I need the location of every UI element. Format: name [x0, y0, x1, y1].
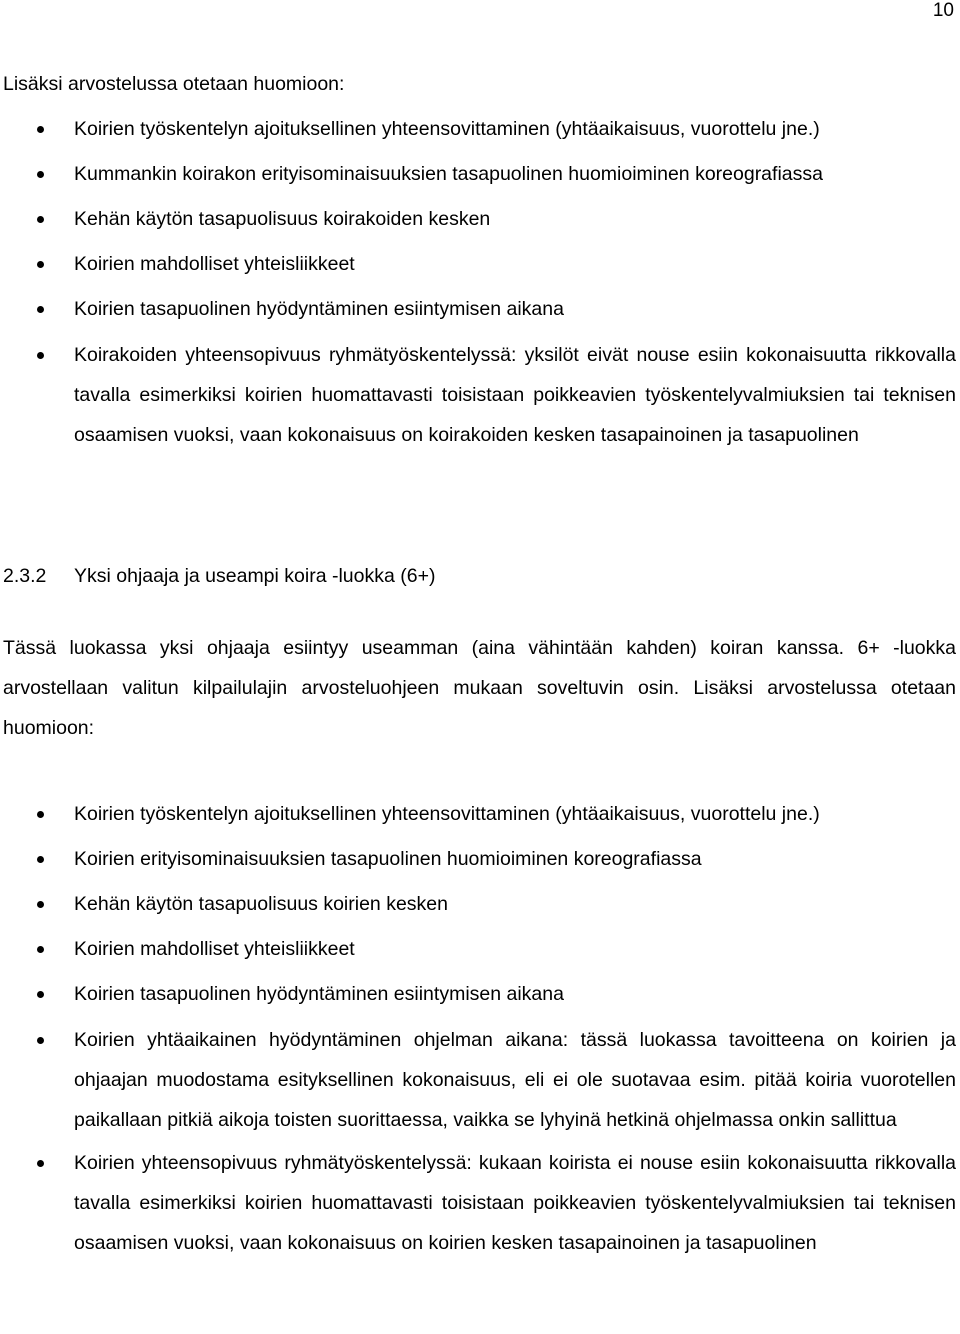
bullet-icon [37, 261, 44, 268]
criteria-list-2 [0, 792, 956, 1263]
criteria-list-1 [0, 107, 956, 455]
bullet-icon [37, 352, 44, 359]
bullet-icon [37, 991, 44, 998]
list-item-text: Kehän käytön tasapuolisuus koirakoiden kesken [74, 208, 491, 230]
list-item-text: Koirien yhtäaikainen hyödyntäminen ohjelman aikana: tässä luokassa tavoitteena on koirien ja ohjaajan muodostama esityksellinen kokonaisuus, eli ei ole suotavaa esim. pitää koiria vuorotellen paikallaan pitkiä aikoja toisten suorittaessa, vaikka se lyhyinä hetkinä ohjelmassa onkin sallittua [74, 1029, 956, 1131]
bullet-icon [37, 126, 44, 133]
list-item [0, 837, 956, 882]
bullet-icon [37, 1160, 44, 1167]
list-item-text: Koirien erityisominaisuuksien tasapuolinen huomioiminen koreografiassa [74, 848, 702, 870]
list-item-text: Koirien työskentelyn ajoituksellinen yhteensovittaminen (yhtäaikaisuus, vuorottelu jne.) [74, 803, 820, 825]
section-paragraph: Tässä luokassa yksi ohjaaja esiintyy useamman (aina vähintään kahden) koiran kanssa. 6+ -luokka arvostellaan valitun kilpailulajin arvosteluohjeen mukaan soveltuvin osin. Lisäksi arvostelussa otetaan huomioon: [3, 637, 956, 739]
bullet-icon [37, 216, 44, 223]
bullet-icon [37, 946, 44, 953]
bullet-icon [37, 811, 44, 818]
page-number: 10 [932, 0, 954, 21]
bullet-icon [37, 1037, 44, 1044]
list-item-text: Koirien tasapuolinen hyödyntäminen esiintymisen aikana [74, 983, 564, 1005]
bullet-icon [37, 171, 44, 178]
list-item [0, 107, 956, 152]
list-item-text: Koirakoiden yhteensopivuus ryhmätyöskentelyssä: yksilöt eivät nouse esiin kokonaisuutta rikkovalla tavalla esimerkiksi koirien huomattavasti toisistaan poikkeavien työskentelyvalmiuksien tai teknisen osaamisen vuoksi, vaan kokonaisuus on koirakoiden kesken tasapainoinen ja tasapuolinen [74, 344, 956, 446]
list-item [0, 335, 956, 455]
list-item-text: Koirien mahdolliset yhteisliikkeet [74, 938, 355, 960]
list-item [0, 287, 956, 332]
list-item [0, 1143, 956, 1263]
section-heading [3, 556, 435, 596]
list-item-text: Koirien mahdolliset yhteisliikkeet [74, 253, 355, 275]
list-item [0, 792, 956, 837]
list-item [0, 927, 956, 972]
list-item [0, 972, 956, 1017]
intro-text: Lisäksi arvostelussa otetaan huomioon: [3, 73, 345, 95]
bullet-icon [37, 856, 44, 863]
bullet-icon [37, 306, 44, 313]
list-item-text: Koirien työskentelyn ajoituksellinen yhteensovittaminen (yhtäaikaisuus, vuorottelu jne.) [74, 118, 820, 140]
list-item [0, 152, 956, 197]
list-item-text: Koirien tasapuolinen hyödyntäminen esiintymisen aikana [74, 298, 564, 320]
bullet-icon [37, 901, 44, 908]
list-item-text: Kehän käytön tasapuolisuus koirien kesken [74, 893, 448, 915]
list-item-text: Koirien yhteensopivuus ryhmätyöskentelyssä: kukaan koirista ei nouse esiin kokonaisuutta rikkovalla tavalla esimerkiksi koirien huomattavasti toisistaan poikkeavien työskentelyvalmiuksien tai teknisen osaamisen vuoksi, vaan kokonaisuus on koirien kesken tasapainoinen ja tasapuolinen [74, 1152, 956, 1254]
list-item [0, 1020, 956, 1140]
list-item [0, 882, 956, 927]
section-title: Yksi ohjaaja ja useampi koira -luokka (6+) [74, 565, 436, 587]
section-number: 2.3.2 [3, 565, 47, 587]
list-item [0, 242, 956, 287]
list-item [0, 197, 956, 242]
list-item-text: Kummankin koirakon erityisominaisuuksien tasapuolinen huomioiminen koreografiassa [74, 163, 823, 185]
